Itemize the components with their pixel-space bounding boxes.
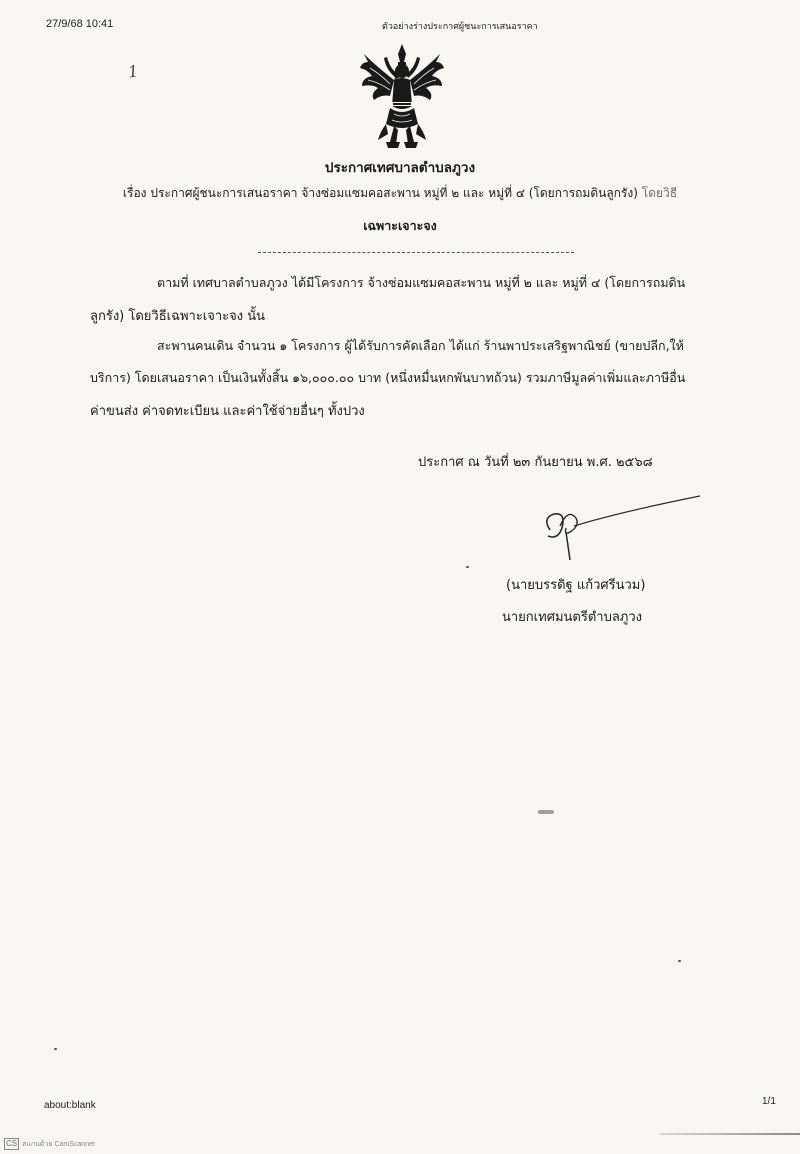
camscanner-watermark (4, 1138, 95, 1150)
announcement-agency-title: ประกาศเทศบาลตำบลภูวง (324, 160, 476, 176)
scan-speck (678, 960, 681, 962)
scan-edge-line (660, 1133, 800, 1135)
print-timestamp: 27/9/68 10:41 (46, 18, 114, 30)
scan-speck (54, 1048, 57, 1050)
scan-speck (466, 566, 469, 568)
handwritten-signature (530, 488, 710, 568)
print-footer-url: about:blank (44, 1100, 96, 1111)
print-footer-page: 1/1 (762, 1096, 776, 1107)
camscanner-logo-icon: CS (6, 1139, 18, 1148)
body-para2-line2: บริการ) โดยเสนอราคา เป็นเงินทั้งสิ้น ๑๖,๐๐๐.๐๐ บาท (หนึ่งหมื่นหกพันบาทถ้วน) รวมภาษีมูลค่าเพิ่มและภาษีอื่น (90, 370, 686, 385)
subject-main-text: เรื่อง ประกาศผู้ชนะการเสนอราคา จ้างซ่อมแซมคอสะพาน หมู่ที่ ๒ และ หมู่ที่ ๔ (โดยการถมดินลูกรัง) (122, 186, 638, 200)
signatory-position: นายกเทศมนตรีตำบลภูวง (502, 610, 642, 625)
announcement-subject (0, 184, 800, 203)
body-para2-line1: สะพานคนเดิน จำนวน ๑ โครงการ ผู้ได้รับการคัดเลือก ได้แก่ ร้านพาประเสริฐพาณิชย์ (ขายปลีก,ให้ (157, 338, 684, 353)
body-para2-line3: ค่าขนส่ง ค่าจดทะเบียน และค่าใช้จ่ายอื่นๆ ทั้งปวง (90, 404, 365, 419)
signatory-name: (นายบรรดิฐ แก้วศรีนวม) (506, 578, 646, 593)
announcement-date: ประกาศ ณ วันที่ ๒๓ กันยายน พ.ศ. ๒๕๖๘ (418, 455, 653, 470)
handwritten-mark: 1 (126, 61, 140, 82)
subject-method-line: เฉพาะเจาะจง (363, 218, 437, 233)
print-document-title: ตัวอย่างร่างประกาศผู้ชนะการเสนอราคา (382, 21, 538, 31)
garuda-emblem (356, 40, 448, 150)
subject-faded-text: โดยวิธี (641, 186, 678, 200)
camscanner-text: สแกนด้วย CamScanner (22, 1140, 96, 1148)
heading-divider (258, 252, 574, 253)
body-para1-line1: ตามที่ เทศบาลตำบลภูวง ได้มีโครงการ จ้างซ่อมแซมคอสะพาน หมู่ที่ ๒ และ หมู่ที่ ๔ (โดยการถมดิน (157, 275, 686, 290)
body-para1-line2: ลูกรัง) โดยวิธีเฉพาะเจาะจง นั้น (90, 309, 266, 324)
scan-smudge (538, 810, 554, 814)
